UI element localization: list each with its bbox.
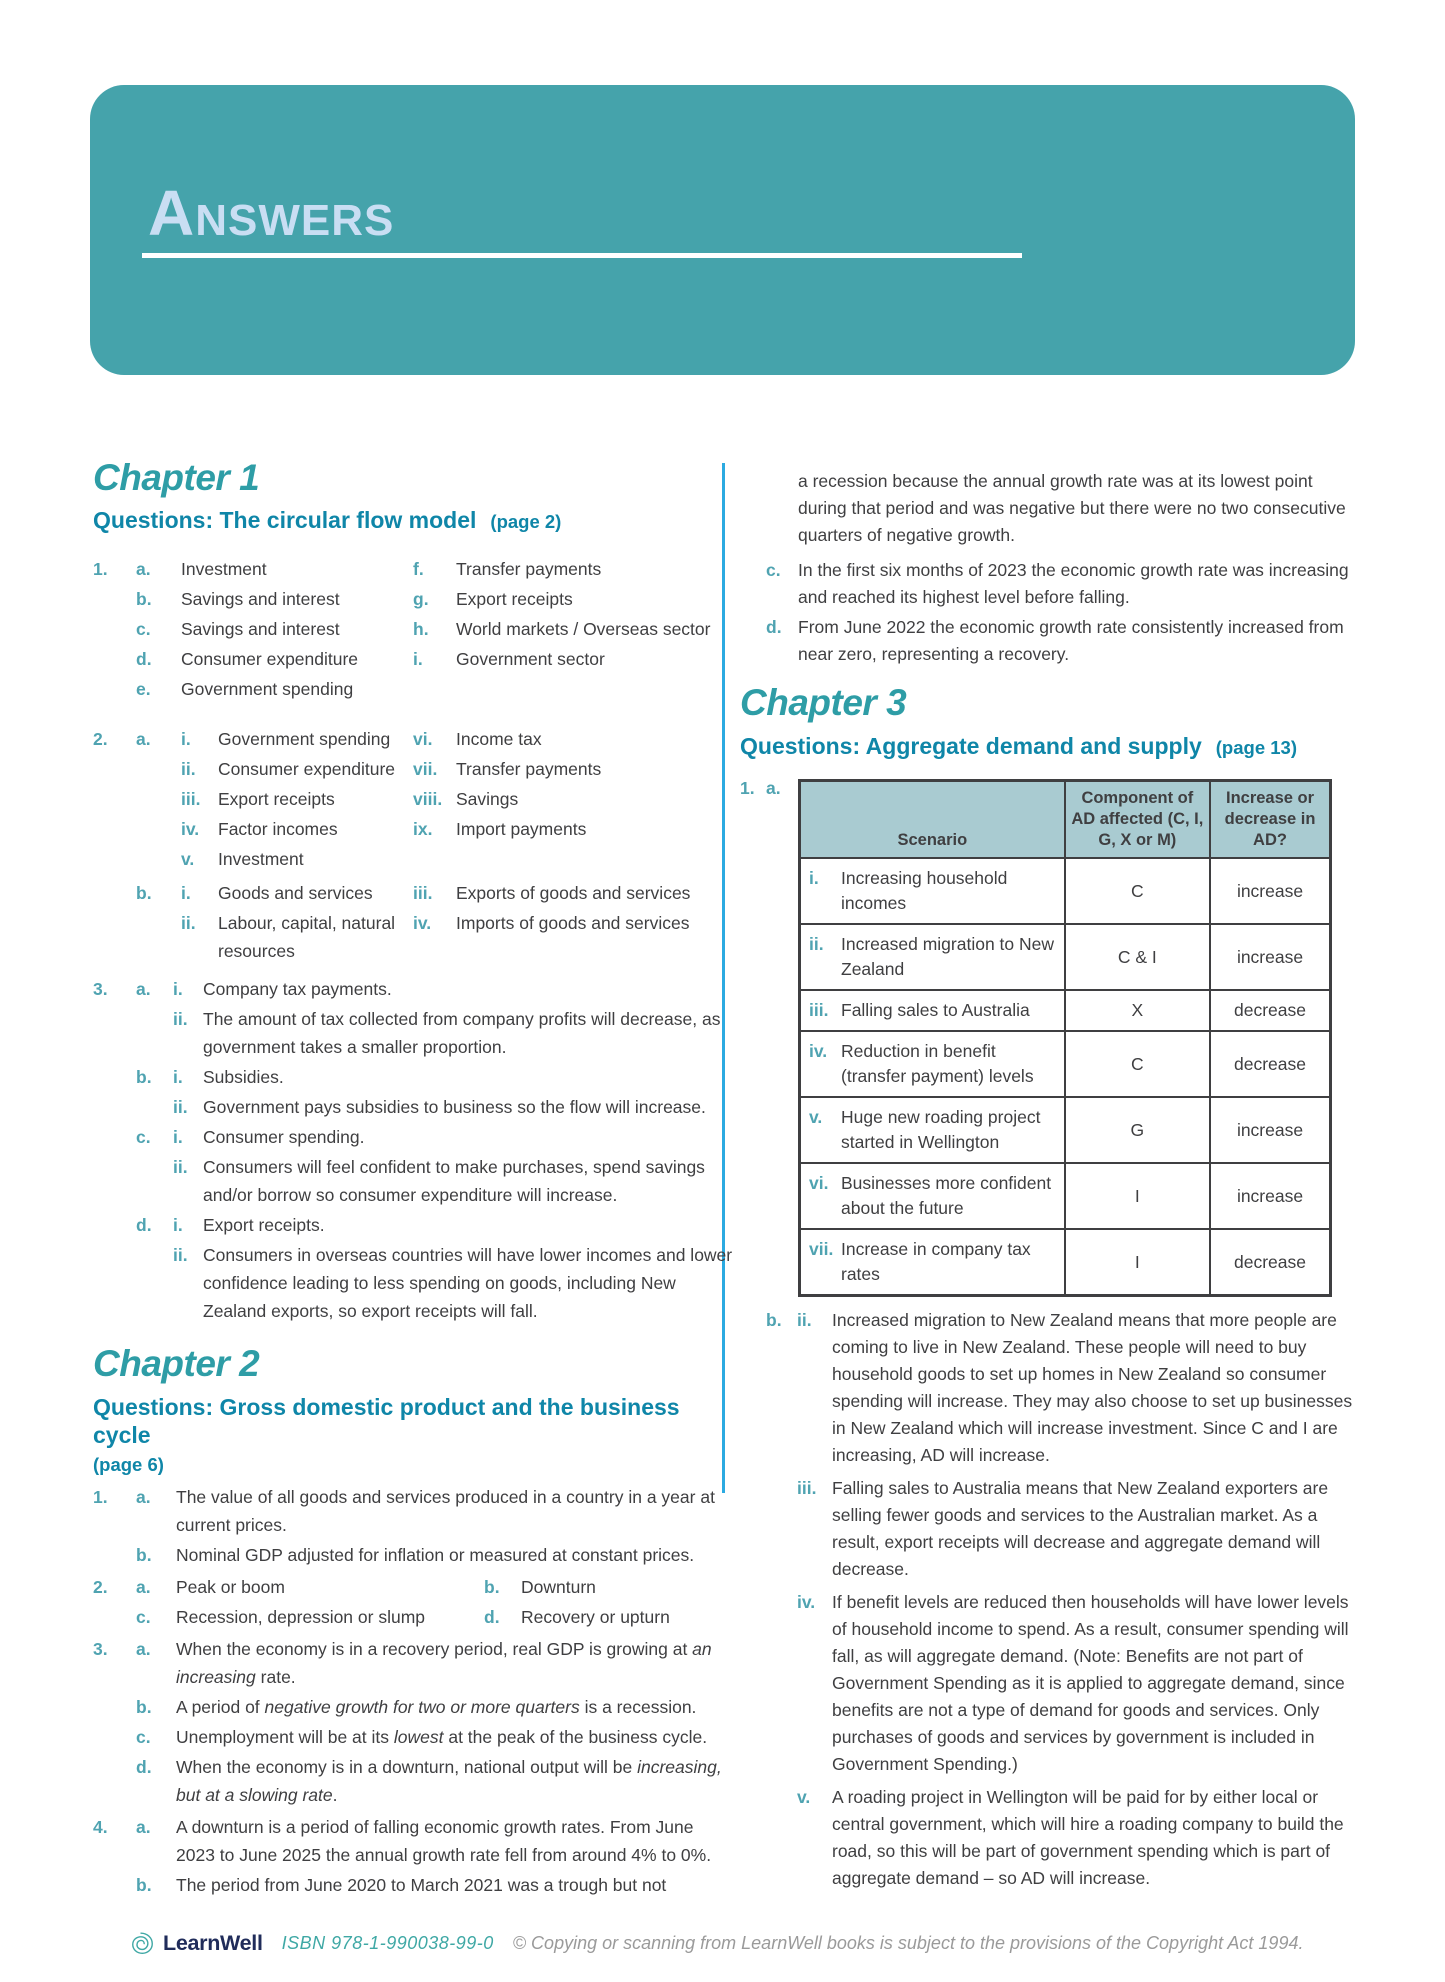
ch3-b xyxy=(740,1307,1362,1892)
item-letter: g. xyxy=(413,589,429,609)
ch3-questions-heading xyxy=(740,731,1362,763)
item-letter: a. xyxy=(766,778,781,798)
item-text: A period of negative growth for two or more quarters is a recession. xyxy=(176,1697,697,1717)
item-text: Income tax xyxy=(456,729,542,749)
list-row xyxy=(93,1093,733,1121)
item-text: Exports of goods and services xyxy=(456,883,691,903)
item-letter: b. xyxy=(136,589,152,609)
item-text: The period from June 2020 to March 2021 was a trough but not xyxy=(176,1875,667,1895)
item-text: Investment xyxy=(181,559,267,579)
item-text: Export receipts xyxy=(456,589,573,609)
item-text: When the economy is in a recovery period, real GDP is growing at an increasing rate. xyxy=(176,1639,712,1687)
ch2-continuation-paragraph: a recession because the annual growth rate was at its lowest point during that period and was negative but there were no two consecutive quarters of negative growth. xyxy=(798,471,1346,545)
item-number: 3. xyxy=(93,1639,108,1659)
list-row xyxy=(93,1241,733,1325)
item-text: Export receipts. xyxy=(203,1215,325,1235)
item-roman: ii. xyxy=(797,1310,812,1330)
item-roman: i. xyxy=(173,979,183,999)
list-row xyxy=(93,1753,733,1809)
list-row xyxy=(93,1153,733,1209)
item-roman: vii. xyxy=(413,759,438,779)
ch1-q1 xyxy=(93,555,733,703)
copyright-text: © Copying or scanning from LearnWell books is subject to the provisions of the Copyright Act 1994. xyxy=(512,1932,1304,1953)
item-text: Subsidies. xyxy=(203,1067,284,1087)
item-roman: iv. xyxy=(181,819,200,839)
item-letter: c. xyxy=(136,1727,151,1747)
item-letter: c. xyxy=(136,1607,151,1627)
ch2-q2 xyxy=(93,1573,733,1631)
list-row xyxy=(93,785,733,813)
item-text: The amount of tax collected from company profits will decrease, as government takes a smaller proportion. xyxy=(203,1009,721,1057)
row-roman: iv. xyxy=(809,1041,828,1061)
ch2-q4 xyxy=(93,1813,733,1899)
item-letter: d. xyxy=(136,1757,152,1777)
list-row xyxy=(93,845,733,873)
item-letter: i. xyxy=(413,649,423,669)
item-letter: e. xyxy=(136,679,151,699)
list-row xyxy=(740,614,1362,668)
component-cell: C xyxy=(1065,858,1210,924)
row-roman: i. xyxy=(809,868,819,888)
item-text: A downturn is a period of falling economic growth rates. From June 2023 to June 2025 the annual growth rate fell from around 4% to 0%. xyxy=(176,1817,712,1865)
item-text: Factor incomes xyxy=(218,819,338,839)
ch1-q3 xyxy=(93,975,733,1325)
row-roman: ii. xyxy=(809,934,824,954)
item-text: Government spending xyxy=(218,729,391,749)
item-letter: a. xyxy=(136,559,151,579)
scenario-text: Huge new roading project started in Wellington xyxy=(841,1107,1041,1152)
ch1-questions-heading xyxy=(93,505,733,537)
answers-banner xyxy=(90,85,1355,375)
direction-cell: increase xyxy=(1210,858,1330,924)
ch3-questions-text: Questions: Aggregate demand and supply xyxy=(740,733,1202,759)
ch2-page-ref: (page 6) xyxy=(93,1454,164,1475)
table-row xyxy=(800,990,1331,1031)
list-row xyxy=(93,815,733,843)
item-roman: ii. xyxy=(173,1157,188,1177)
direction-cell: decrease xyxy=(1210,1229,1330,1296)
list-row xyxy=(93,1483,733,1539)
item-letter: b. xyxy=(136,1067,152,1087)
item-roman: i. xyxy=(181,883,191,903)
scenario-text: Increase in company tax rates xyxy=(841,1239,1031,1284)
list-row xyxy=(93,975,733,1003)
item-letter: a. xyxy=(136,979,151,999)
item-roman: ii. xyxy=(181,759,196,779)
item-text: Savings xyxy=(456,789,519,809)
direction-cell: decrease xyxy=(1210,1031,1330,1097)
item-text: Labour, capital, natural resources xyxy=(218,913,396,961)
item-text: Transfer payments xyxy=(456,759,602,779)
item-letter: b. xyxy=(484,1577,500,1597)
item-roman: ix. xyxy=(413,819,433,839)
table-header-component: Component of AD affected (C, I, G, X or M) xyxy=(1065,781,1210,859)
item-number: 1. xyxy=(740,778,755,798)
item-text: Imports of goods and services xyxy=(456,913,690,933)
table-header-direction: Increase or decrease in AD? xyxy=(1210,781,1330,859)
learnwell-brand: LearnWell xyxy=(163,1930,263,1955)
ch1-q2a xyxy=(93,725,733,873)
item-text: The value of all goods and services produced in a country in a year at current prices. xyxy=(176,1487,715,1535)
page-title: ANSWERS xyxy=(148,177,395,249)
item-roman: iv. xyxy=(413,913,432,933)
left-column xyxy=(90,455,733,1901)
list-row xyxy=(740,1307,1362,1469)
item-letter: c. xyxy=(136,1127,151,1147)
ch2-questions-heading: Questions: Gross domestic product and the business cycle xyxy=(93,1394,680,1448)
emphasis-text: lowest xyxy=(393,1727,444,1747)
list-row xyxy=(93,645,733,673)
item-letter: a. xyxy=(136,1639,151,1659)
component-cell: I xyxy=(1065,1163,1210,1229)
item-roman: iv. xyxy=(797,1592,816,1612)
item-text: Company tax payments. xyxy=(203,979,392,999)
chapter-3-title: Chapter 3 xyxy=(740,682,907,723)
item-text: In the first six months of 2023 the economic growth rate was increasing and reached its highest level before falling. xyxy=(798,560,1349,607)
item-text: Savings and interest xyxy=(181,589,340,609)
table-row xyxy=(800,924,1331,990)
item-number: 4. xyxy=(93,1817,108,1837)
item-text: If benefit levels are reduced then households will have lower levels of household income to spend. As a result, consumer spending will fall, as will aggregate demand. (Note: Benefits are not part of Government Spending as it is applied to aggregate demand, since benefits are not a type of demand for goods and services. Only purchases of goods and services by government is included in Government Spending.) xyxy=(832,1592,1349,1774)
list-row xyxy=(93,555,733,583)
direction-cell: decrease xyxy=(1210,990,1330,1031)
item-roman: ii. xyxy=(173,1245,188,1265)
list-row xyxy=(93,615,733,643)
table-container xyxy=(798,775,1362,1297)
list-row xyxy=(93,1541,733,1569)
item-text: Export receipts xyxy=(218,789,335,809)
item-letter: a. xyxy=(136,1817,151,1837)
item-text: Unemployment will be at its lowest at the peak of the business cycle. xyxy=(176,1727,708,1747)
page-footer xyxy=(0,1928,1445,1958)
ch3-q1-row xyxy=(740,775,1362,1297)
item-letter: b. xyxy=(136,1875,152,1895)
emphasis-text: negative growth for two or more quarters xyxy=(264,1697,580,1717)
list-row xyxy=(93,725,733,753)
isbn-text: ISBN 978-1-990038-99-0 xyxy=(281,1932,494,1953)
item-text: Recovery or upturn xyxy=(521,1607,670,1627)
list-row xyxy=(93,1871,733,1899)
scenario-text: Increased migration to New Zealand xyxy=(841,934,1055,979)
item-number: 3. xyxy=(93,979,108,999)
component-cell: C & I xyxy=(1065,924,1210,990)
component-cell: X xyxy=(1065,990,1210,1031)
item-number: 1. xyxy=(93,1487,108,1507)
item-text: A roading project in Wellington will be paid for by either local or central government, which will hire a roading company to build the road, so this will be part of government spending which is part of aggregate demand – so AD will increase. xyxy=(832,1787,1344,1888)
list-row xyxy=(93,1573,733,1601)
item-text: Consumers in overseas countries will have lower incomes and lower confidence leading to less spending on goods, including New Zealand exports, so export receipts will fall. xyxy=(203,1245,733,1321)
list-row xyxy=(93,1063,733,1091)
item-text: Government pays subsidies to business so the flow will increase. xyxy=(203,1097,706,1117)
scenario-text: Falling sales to Australia xyxy=(841,1000,1030,1020)
scenario-text: Increasing household incomes xyxy=(841,868,1008,913)
item-roman: iii. xyxy=(413,883,433,903)
item-text: Nominal GDP adjusted for inflation or measured at constant prices. xyxy=(176,1545,695,1565)
item-roman: i. xyxy=(181,729,191,749)
list-row xyxy=(93,585,733,613)
learnwell-spiral-icon xyxy=(126,1928,156,1958)
item-text: Consumer expenditure xyxy=(218,759,396,779)
item-letter: f. xyxy=(413,559,424,579)
item-letter: a. xyxy=(136,729,151,749)
list-row xyxy=(93,1635,733,1691)
item-letter: c. xyxy=(136,619,151,639)
list-row xyxy=(740,557,1362,611)
item-text: Falling sales to Australia means that New Zealand exporters are selling fewer goods and services to the Australian market. As a result, export receipts will decrease and aggregate demand will decrease. xyxy=(832,1478,1329,1579)
list-row xyxy=(93,675,733,703)
scenario-text: Reduction in benefit (transfer payment) levels xyxy=(841,1041,1034,1086)
list-row xyxy=(93,1693,733,1721)
row-roman: iii. xyxy=(809,1000,829,1020)
item-text: World markets / Overseas sector xyxy=(456,619,711,639)
table-header-row xyxy=(800,781,1331,859)
table-header-scenario: Scenario xyxy=(800,781,1065,859)
chapter-1-title: Chapter 1 xyxy=(93,457,260,498)
item-roman: i. xyxy=(173,1067,183,1087)
list-row xyxy=(740,1475,1362,1583)
item-text: Import payments xyxy=(456,819,587,839)
list-row xyxy=(93,1813,733,1869)
item-roman: v. xyxy=(797,1787,811,1807)
direction-cell: increase xyxy=(1210,924,1330,990)
item-number: 2. xyxy=(93,729,108,749)
item-letter: d. xyxy=(766,617,782,637)
ad-scenario-table xyxy=(798,779,1332,1297)
item-letter: a. xyxy=(136,1487,151,1507)
item-text: Transfer payments xyxy=(456,559,602,579)
item-text: Recession, depression or slump xyxy=(176,1607,426,1627)
list-row xyxy=(740,1784,1362,1892)
item-letter: a. xyxy=(136,1577,151,1597)
row-roman: v. xyxy=(809,1107,823,1127)
list-row xyxy=(93,1123,733,1151)
ch3-page-ref: (page 13) xyxy=(1215,737,1297,758)
item-roman: iii. xyxy=(181,789,201,809)
item-roman: i. xyxy=(173,1127,183,1147)
item-letter: d. xyxy=(484,1607,500,1627)
ch2-q3 xyxy=(93,1635,733,1809)
scenario-text: Businesses more confident about the future xyxy=(841,1173,1052,1218)
item-roman: i. xyxy=(173,1215,183,1235)
table-row xyxy=(800,1097,1331,1163)
table-row xyxy=(800,1229,1331,1296)
item-text: Consumers will feel confident to make purchases, spend savings and/or borrow so consumer expenditure will increase. xyxy=(203,1157,705,1205)
item-text: Savings and interest xyxy=(181,619,340,639)
item-text: Increased migration to New Zealand means that more people are coming to live in New Zealand. These people will need to buy household goods to set up homes in New Zealand so consumer spending will increase. They may also choose to set up businesses in New Zealand which will increase investment. Since C and I are increasing, AD will increase. xyxy=(832,1310,1353,1465)
item-roman: viii. xyxy=(413,789,443,809)
ch1-questions-text: Questions: The circular flow model xyxy=(93,507,477,533)
item-text: Government sector xyxy=(456,649,605,669)
list-row xyxy=(93,1603,733,1631)
item-letter: b. xyxy=(766,1310,782,1330)
item-text: Downturn xyxy=(521,1577,596,1597)
item-roman: iii. xyxy=(797,1478,817,1498)
table-row xyxy=(800,858,1331,924)
list-row xyxy=(93,909,733,965)
component-cell: C xyxy=(1065,1031,1210,1097)
list-row xyxy=(740,1589,1362,1778)
component-cell: G xyxy=(1065,1097,1210,1163)
list-row xyxy=(93,879,733,907)
item-roman: v. xyxy=(181,849,195,869)
ch2-q1 xyxy=(93,1483,733,1569)
direction-cell: increase xyxy=(1210,1163,1330,1229)
item-letter: b. xyxy=(136,1697,152,1717)
item-letter: c. xyxy=(766,560,781,580)
chapter-2-title: Chapter 2 xyxy=(93,1343,260,1384)
banner-underline xyxy=(142,253,1022,258)
item-letter: b. xyxy=(136,883,152,903)
item-roman: ii. xyxy=(173,1097,188,1117)
ch1-q2b xyxy=(93,879,733,965)
list-row xyxy=(93,1005,733,1061)
item-text: Government spending xyxy=(181,679,354,699)
item-text: Investment xyxy=(218,849,304,869)
item-letter: d. xyxy=(136,1215,152,1235)
item-text: Consumer spending. xyxy=(203,1127,365,1147)
item-text: Consumer expenditure xyxy=(181,649,359,669)
item-roman: vi. xyxy=(413,729,433,749)
direction-cell: increase xyxy=(1210,1097,1330,1163)
item-number: 1. xyxy=(93,559,108,579)
right-column xyxy=(740,455,1362,1898)
table-row xyxy=(800,1031,1331,1097)
list-row xyxy=(93,755,733,783)
emphasis-text: an increasing xyxy=(176,1639,712,1687)
table-row xyxy=(800,1163,1331,1229)
item-letter: b. xyxy=(136,1545,152,1565)
item-text: Goods and services xyxy=(218,883,373,903)
item-roman: ii. xyxy=(173,1009,188,1029)
list-row xyxy=(93,1211,733,1239)
item-text: From June 2022 the economic growth rate consistently increased from near zero, representing a recovery. xyxy=(798,617,1344,664)
emphasis-text: increasing, but at a slowing rate xyxy=(176,1757,722,1805)
ch1-page-ref: (page 2) xyxy=(490,511,562,532)
item-roman: ii. xyxy=(181,913,196,933)
item-number: 2. xyxy=(93,1577,108,1597)
item-text: Peak or boom xyxy=(176,1577,285,1597)
row-roman: vii. xyxy=(809,1239,834,1259)
item-letter: h. xyxy=(413,619,429,639)
row-roman: vi. xyxy=(809,1173,829,1193)
list-row xyxy=(93,1723,733,1751)
item-letter: d. xyxy=(136,649,152,669)
item-text: When the economy is in a downturn, national output will be increasing, but at a slowing rate. xyxy=(176,1757,722,1805)
component-cell: I xyxy=(1065,1229,1210,1296)
